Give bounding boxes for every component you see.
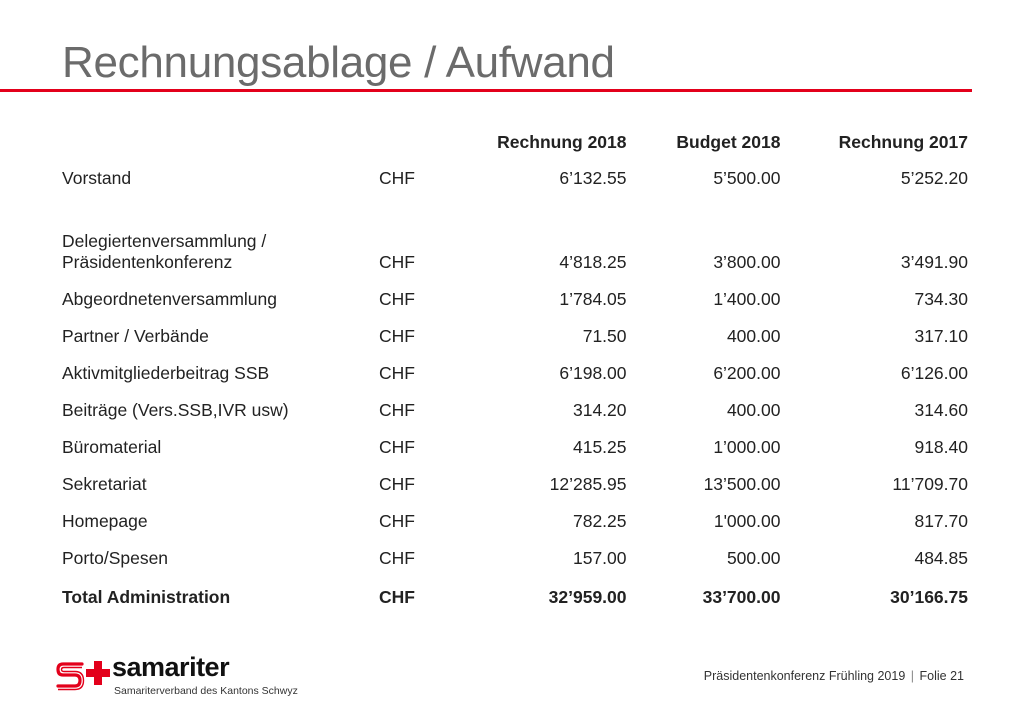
row-currency: CHF xyxy=(379,511,415,531)
row-rechnung-2017: 734.30 xyxy=(914,289,968,309)
row-budget-2018: 400.00 xyxy=(726,326,781,346)
row-budget-2018: 400.00 xyxy=(726,400,781,420)
table-row xyxy=(56,355,974,392)
table-row xyxy=(56,318,974,355)
row-rechnung-2017: 314.60 xyxy=(914,400,968,420)
table-row xyxy=(56,540,974,577)
table-header-row xyxy=(56,124,974,160)
row-currency: CHF xyxy=(379,437,415,457)
row-currency: CHF xyxy=(379,168,415,188)
row-currency: CHF xyxy=(379,548,415,568)
samariter-s-cross-icon xyxy=(56,658,110,694)
row-budget-2018: 1’000.00 xyxy=(713,437,781,457)
row-rechnung-2018: 71.50 xyxy=(582,326,627,346)
row-category: Büromaterial xyxy=(62,437,162,457)
row-rechnung-2017: 817.70 xyxy=(914,511,968,531)
row-category: Partner / Verbände xyxy=(62,326,209,346)
row-category-line2: Präsidentenkonferenz xyxy=(62,252,233,272)
row-budget-2018: 1'000.00 xyxy=(713,511,781,531)
header-currency xyxy=(373,124,445,160)
row-rechnung-2018: 4’818.25 xyxy=(559,252,627,272)
row-budget-2018: 500.00 xyxy=(726,548,781,568)
row-rechnung-2017: 317.10 xyxy=(914,326,968,346)
table-row xyxy=(56,197,974,281)
row-rechnung-2018: 157.00 xyxy=(572,548,627,568)
row-rechnung-2018: 12’285.95 xyxy=(549,474,627,494)
row-budget-2018: 13’500.00 xyxy=(703,474,781,494)
footer-separator: | xyxy=(910,669,915,683)
row-budget-2018: 3’800.00 xyxy=(713,252,781,272)
row-rechnung-2018: 415.25 xyxy=(572,437,627,457)
row-currency: CHF xyxy=(379,400,415,420)
total-rechnung-2017: 30’166.75 xyxy=(890,586,968,607)
row-rechnung-2017: 6’126.00 xyxy=(900,363,968,383)
footer-page-number: 21 xyxy=(950,669,964,683)
logo-subtitle: Samariterverband des Kantons Schwyz xyxy=(114,685,298,697)
row-category: Aktivmitgliederbeitrag SSB xyxy=(62,363,270,383)
table-row xyxy=(56,466,974,503)
samariter-logo xyxy=(56,652,296,702)
row-category: Beiträge (Vers.SSB,IVR usw) xyxy=(62,400,289,420)
table-row xyxy=(56,160,974,197)
row-currency: CHF xyxy=(379,326,415,346)
row-rechnung-2017: 5’252.20 xyxy=(900,168,968,188)
total-rechnung-2018: 32’959.00 xyxy=(548,586,627,607)
row-category-line1: Delegiertenversammlung / xyxy=(62,231,267,251)
header-rechnung-2017: Rechnung 2017 xyxy=(838,131,968,152)
row-rechnung-2017: 3’491.90 xyxy=(900,252,968,272)
row-rechnung-2017: 11’709.70 xyxy=(892,474,968,494)
row-category: Homepage xyxy=(62,511,148,531)
title-underline xyxy=(0,89,972,92)
row-rechnung-2017: 918.40 xyxy=(914,437,968,457)
row-rechnung-2018: 6’198.00 xyxy=(559,363,627,383)
footer-event: Präsidentenkonferenz Frühling 2019 xyxy=(703,669,906,683)
row-category: Porto/Spesen xyxy=(62,548,169,568)
footer-page-label: Folie xyxy=(919,669,947,683)
table-row xyxy=(56,392,974,429)
row-currency: CHF xyxy=(379,363,415,383)
expense-table xyxy=(56,124,974,617)
table-row xyxy=(56,281,974,318)
header-budget-2018: Budget 2018 xyxy=(676,131,781,152)
logo-wordmark: samariter xyxy=(112,652,230,682)
row-rechnung-2017: 484.85 xyxy=(914,548,968,568)
total-budget-2018: 33’700.00 xyxy=(702,586,781,607)
table-row xyxy=(56,429,974,466)
table-row xyxy=(56,503,974,540)
row-budget-2018: 1’400.00 xyxy=(713,289,781,309)
row-currency: CHF xyxy=(379,474,415,494)
row-category: Abgeordnetenversammlung xyxy=(62,289,277,309)
row-currency: CHF xyxy=(379,252,415,272)
row-rechnung-2018: 782.25 xyxy=(572,511,627,531)
row-budget-2018: 6’200.00 xyxy=(713,363,781,383)
header-rechnung-2018: Rechnung 2018 xyxy=(497,131,627,152)
row-category: Sekretariat xyxy=(62,474,147,494)
total-currency: CHF xyxy=(379,586,415,607)
row-rechnung-2018: 1’784.05 xyxy=(559,289,627,309)
row-category xyxy=(56,197,373,281)
total-category: Total Administration xyxy=(62,586,231,607)
row-budget-2018: 5’500.00 xyxy=(713,168,781,188)
slide-footer xyxy=(704,669,964,683)
row-currency: CHF xyxy=(379,289,415,309)
header-category xyxy=(56,124,373,160)
total-row xyxy=(56,577,974,617)
slide-title: Rechnungsablage / Aufwand xyxy=(62,38,615,87)
row-rechnung-2018: 6’132.55 xyxy=(559,168,627,188)
row-category: Vorstand xyxy=(62,168,132,188)
row-rechnung-2018: 314.20 xyxy=(572,400,627,420)
